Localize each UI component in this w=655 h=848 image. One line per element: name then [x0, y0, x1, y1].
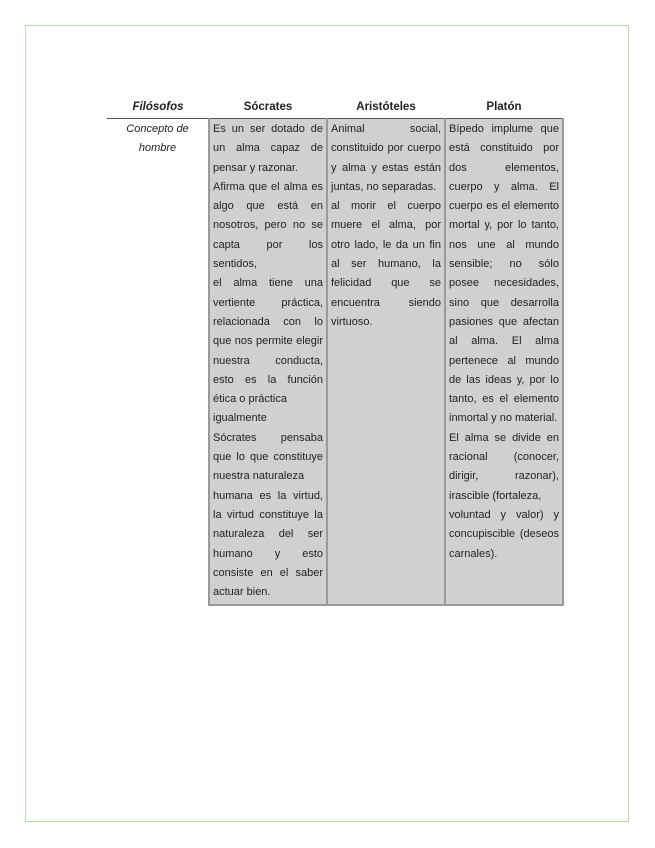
aristoteles-cell: [327, 119, 445, 606]
platon-paragraph: voluntad y valor) y concupiscible (deseos carnales).: [449, 508, 559, 560]
socrates-paragraph: igualmente: [213, 412, 267, 425]
socrates-paragraph: Es un ser dotado de un alma capaz de pensar y razonar.: [213, 123, 323, 174]
header-socrates: Sócrates: [209, 96, 327, 119]
socrates-cell: [209, 119, 327, 606]
platon-paragraph: El alma se divide en racional (conocer, dirigir, razonar), irascible (fortaleza,: [449, 431, 559, 502]
aristoteles-paragraph: Animal social, constituido por cuerpo y alma y estas están juntas, no separadas.: [331, 123, 441, 193]
header-filosofos: Filósofos: [107, 96, 209, 119]
socrates-paragraph: Afirma que el alma es algo que está en nosotros, pero no se capta por los sentidos,: [213, 180, 323, 271]
header-platon: Platón: [445, 96, 563, 119]
platon-cell: [445, 119, 563, 606]
header-row: [107, 96, 563, 119]
table-row: [107, 119, 563, 606]
row-label-line2: hombre: [138, 142, 177, 155]
socrates-paragraph: humana es la virtud, la virtud constituye la naturaleza del ser humano y esto consiste en el saber actuar bien.: [213, 489, 323, 599]
header-aristoteles: Aristóteles: [327, 96, 445, 119]
aristoteles-paragraph: al morir el cuerpo muere el alma, por otro lado, le da un fin al ser humano, la felicidad que se encuentra siendo virtuoso.: [331, 200, 441, 328]
philosophers-table: [107, 96, 564, 606]
row-label-line1: Concepto de: [126, 123, 189, 135]
platon-paragraph: Bípedo implume que está constituido por dos elementos, cuerpo y alma. El cuerpo es el elemento mortal y, por lo tanto, nos une al mundo sensible; no sólo posee necesidades, sino que desarrolla pasiones que afectan al alma. El alma pertenece al mundo de las ideas y, por lo tanto, es el elemento inmortal y no material.: [449, 123, 559, 425]
socrates-paragraph: Sócrates pensaba que lo que constituye nuestra naturaleza: [213, 431, 323, 483]
row-label: [107, 119, 209, 606]
socrates-paragraph: el alma tiene una vertiente práctica, relacionada con lo que nos permite elegir nuestra conducta, esto es la función ética o práctica: [213, 277, 323, 406]
